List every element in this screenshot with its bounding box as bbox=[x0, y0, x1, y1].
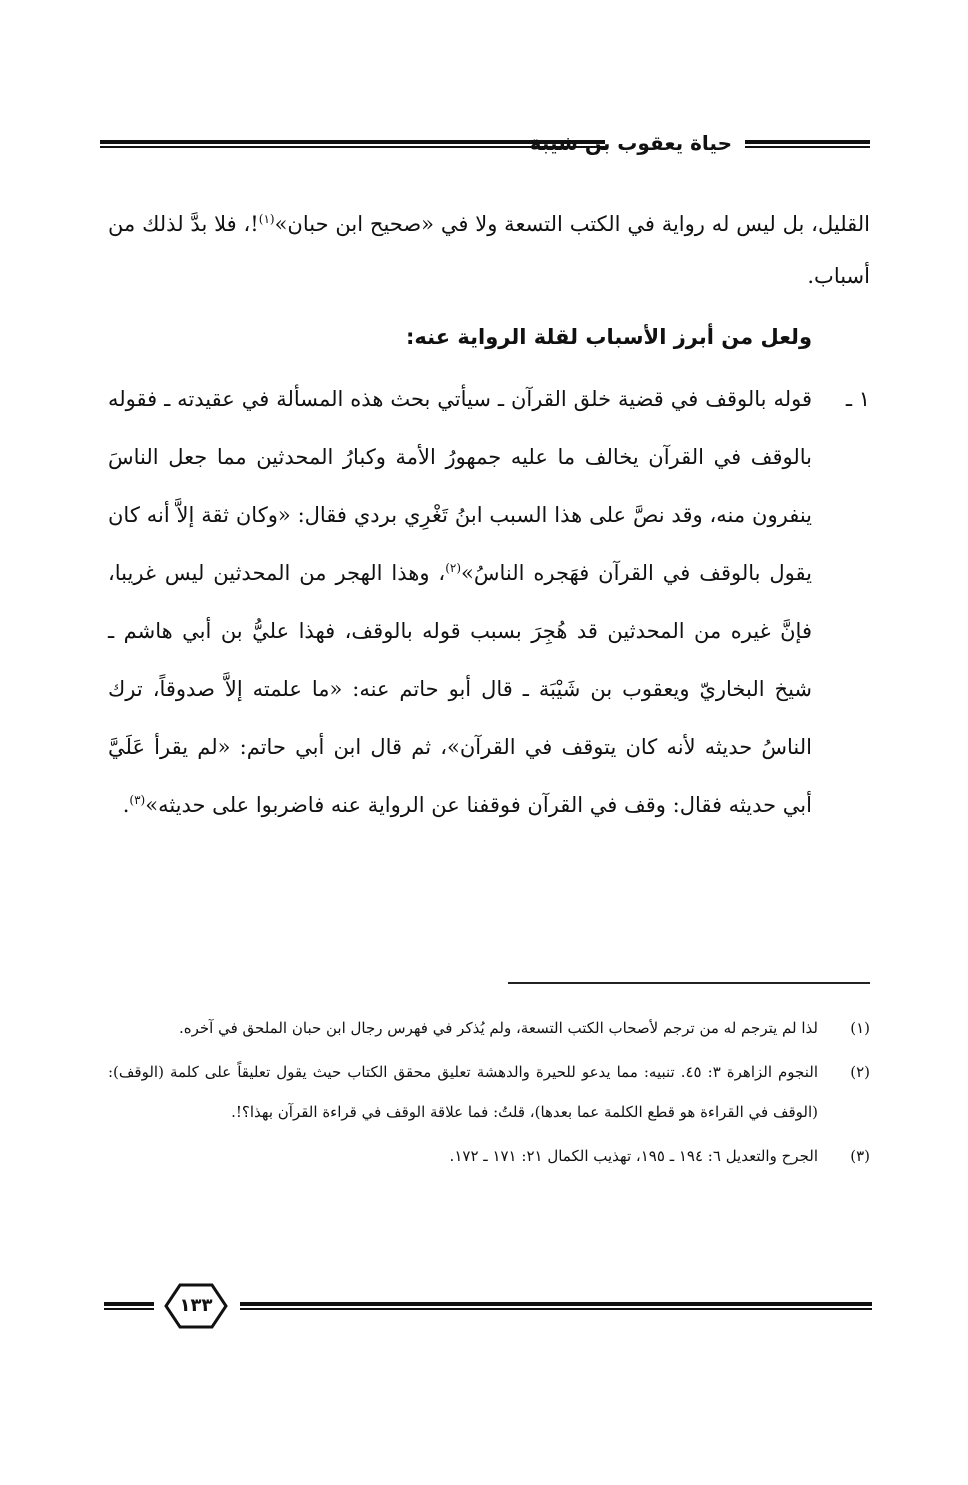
header-title: حياة يعقوب بن شيبة bbox=[529, 131, 732, 155]
list-item bbox=[108, 370, 870, 834]
intro-text-end: !، فلا بدَّ لذلك من أسباب. bbox=[108, 212, 870, 288]
page-footer bbox=[104, 1282, 872, 1334]
list-item-text-end: . bbox=[122, 793, 130, 817]
footnotes bbox=[108, 1008, 870, 1180]
page-number: ١٣٣ bbox=[179, 1295, 213, 1316]
footnote-text: النجوم الزاهرة ٣: ٤٥. تنبيه: مما يدعو للحيرة والدهشة تعليق محقق الكتاب حيث يقول تعليقاً على كلمة (الوقف): (الوقف في القراءة هو قطع الكلمة عما بعدها)، قلتُ: فما علاقة الوقف في قراءة القرآن بهذا؟!. bbox=[108, 1063, 818, 1121]
footnote-separator bbox=[508, 982, 870, 984]
list-item-number: ١ ـ bbox=[845, 387, 870, 411]
list-item-text-part1: قوله بالوقف في قضية خلق القرآن ـ سيأتي بحث هذه المسألة في عقيدته ـ فقوله بالوقف في القرآن يخالف ما عليه جمهورُ الأمة وكبارُ المحدثين مما جعل الناسَ ينفرون منه، وقد نصَّ على هذا السبب ابنُ تَغْرِي بردي فقال: «وكان ثقة إلاَّ أنه كان يقول بالوقف في القرآن فهَجره الناسُ» bbox=[108, 387, 812, 585]
footnote-ref-2: (٢) bbox=[445, 561, 462, 575]
footer-rule-left bbox=[104, 1302, 154, 1310]
footnote-text: لذا لم يترجم له من ترجم لأصحاب الكتب التسعة، ولم يُذكر في فهرس رجال ابن حبان الملحق في آخره. bbox=[178, 1019, 818, 1037]
intro-text: القليل، بل ليس له رواية في الكتب التسعة ولا في «صحيح ابن حبان» bbox=[274, 212, 871, 236]
footnote bbox=[108, 1052, 870, 1132]
footnote-text: الجرح والتعديل ٦: ١٩٤ ـ ١٩٥، تهذيب الكمال ٢١: ١٧١ ـ ١٧٢. bbox=[449, 1147, 818, 1165]
footnote bbox=[108, 1008, 870, 1048]
list-item-text bbox=[108, 370, 812, 834]
footnote bbox=[108, 1136, 870, 1176]
list-item-text-part2: ، وهذا الهجر من المحدثين ليس غريبا، فإنَّ غيره من المحدثين قد هُجِرَ بسبب قوله بالوقف، فهذا عليُّ بن أبي هاشم ـ شيخ البخاريّ ويعقوب بن شَيْبَة ـ قال أبو حاتم عنه: «ما علمته إلاَّ صدوقاً، ترك الناسُ حديثه لأنه كان يتوقف في القرآن»، ثم قال ابن أبي حاتم: «لم يقرأ عَلَيَّ أبي حديثه فقال: وقف في القرآن فوقفنا عن الرواية عنه فاضربوا على حديثه» bbox=[108, 561, 812, 817]
header-rule-left bbox=[100, 140, 605, 148]
footnote-number: (١) bbox=[850, 1019, 870, 1037]
running-header bbox=[100, 124, 870, 164]
footer-rule-right bbox=[240, 1302, 872, 1310]
header-rule-right bbox=[745, 140, 870, 148]
section-heading: ولعل من أبرز الأسباب لقلة الرواية عنه: bbox=[406, 325, 812, 349]
footnote-number: (٢) bbox=[850, 1063, 870, 1081]
footnote-ref-1: (١) bbox=[258, 212, 275, 226]
footnote-ref-3: (٣) bbox=[129, 793, 146, 807]
intro-paragraph bbox=[108, 198, 870, 302]
footnote-number: (٣) bbox=[850, 1147, 870, 1165]
main-text bbox=[108, 198, 870, 834]
